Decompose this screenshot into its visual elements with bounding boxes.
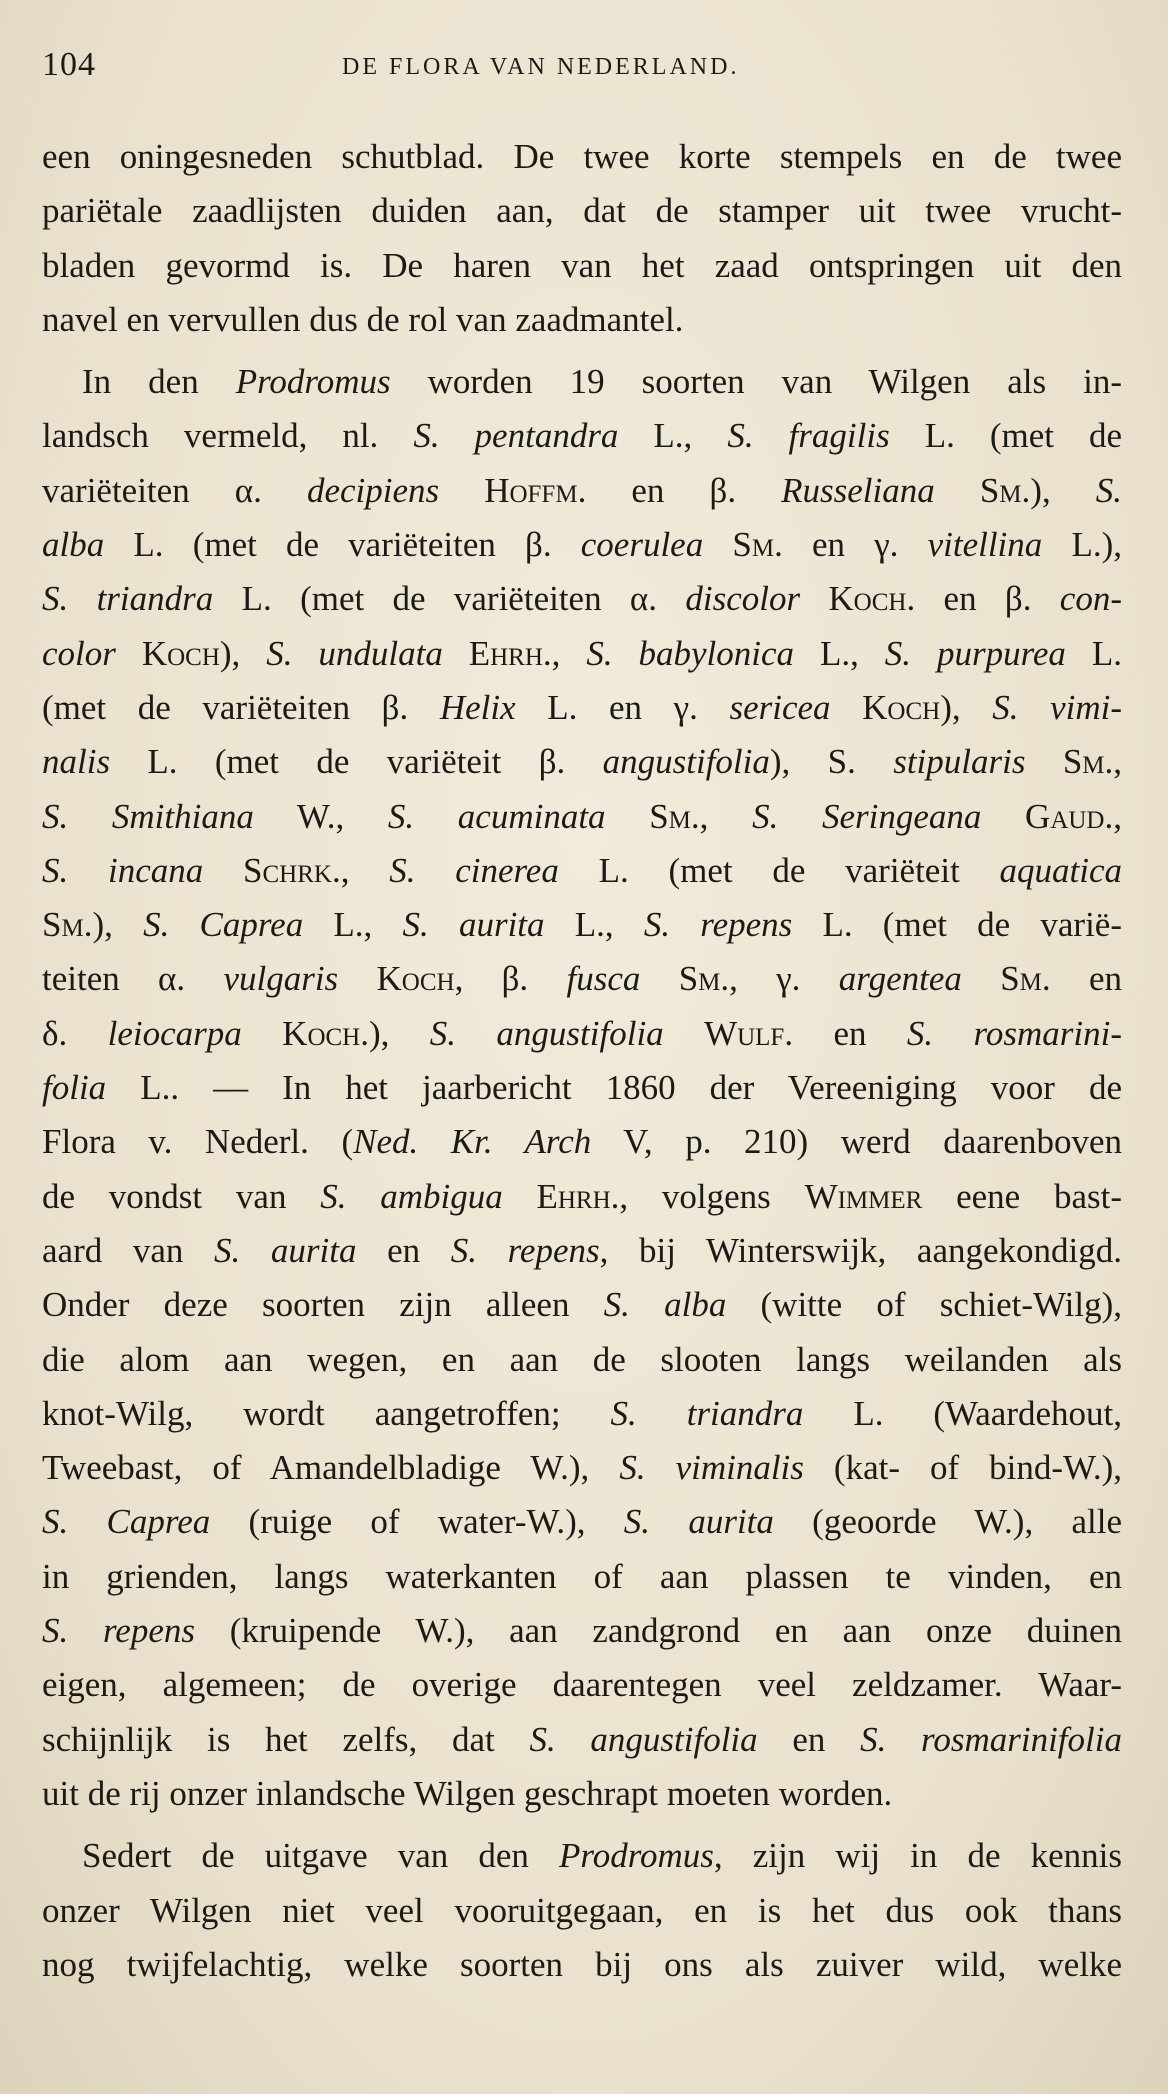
text-line [42, 518, 1122, 572]
small-caps-text: Schrk. [243, 850, 341, 890]
text-line [42, 1333, 1122, 1387]
small-caps-text: Wulf. [704, 1013, 794, 1053]
small-caps-text: Gaud. [1025, 796, 1114, 836]
italic-text: S. aurita [402, 905, 545, 945]
text-run: variëteiten α. [42, 470, 307, 510]
italic-text: Prodromus [235, 362, 391, 402]
text-run: en β. [586, 470, 782, 510]
text-run: L. (Waardehout, [803, 1393, 1122, 1433]
text-line [42, 790, 1122, 844]
italic-text: S. repens [42, 1611, 195, 1651]
text-line [42, 1061, 1122, 1115]
body-text [42, 130, 1122, 1992]
text-run: , [551, 633, 587, 673]
italic-text: S. aurita [623, 1502, 774, 1542]
text-run: L., [303, 905, 403, 945]
text-run [800, 579, 828, 618]
text-line [42, 1604, 1122, 1658]
text-run [606, 797, 650, 836]
text-run: In den [82, 362, 236, 402]
text-run: , β. [454, 959, 567, 999]
text-run: ), [219, 633, 267, 673]
text-line [42, 184, 1122, 238]
text-line [42, 464, 1122, 518]
text-run: Flora v. Nederl. ( [42, 1122, 354, 1162]
paragraph-gap [42, 1821, 1122, 1829]
text-line [42, 1007, 1122, 1061]
small-caps-text: Sm. [1062, 742, 1114, 782]
italic-text: folia [42, 1068, 107, 1108]
italic-text: S. incana [42, 850, 204, 890]
text-run: aard van [42, 1230, 214, 1270]
text-line [42, 1767, 1122, 1821]
italic-text: color [42, 633, 116, 673]
italic-text: coerulea [580, 525, 704, 565]
text-line [42, 293, 1122, 347]
small-caps-text: Sm. [732, 525, 783, 565]
italic-text: S. fragilis [727, 416, 890, 456]
text-run [203, 851, 243, 890]
text-run [962, 959, 1000, 998]
text-run: de vondst van [42, 1176, 321, 1216]
text-run: L.. — In het jaarbericht 1860 der Vereeniging voor de [106, 1068, 1122, 1108]
italic-text: S. acuminata [387, 796, 606, 836]
text-run: L. (met de [889, 416, 1122, 456]
text-run [242, 1014, 282, 1053]
text-run: δ. [42, 1013, 108, 1053]
text-run: L. (met de variëteit [558, 850, 1000, 890]
text-line [42, 1441, 1122, 1495]
text-run: L. (met de varië- [792, 905, 1122, 945]
text-run: knot-Wilg, wordt aangetroffen; [42, 1393, 611, 1433]
text-run [640, 959, 678, 998]
italic-text: Prodromus [559, 1836, 714, 1876]
text-run: in grienden, langs waterkanten of aan plassen te vinden, en [42, 1556, 1122, 1596]
paragraph-gap [42, 347, 1122, 355]
italic-text: S. Smithiana [42, 796, 254, 836]
italic-text: S. aurita [214, 1230, 357, 1270]
text-line [42, 735, 1122, 789]
italic-text: S. ambigua [320, 1176, 503, 1216]
text-line [42, 130, 1122, 184]
text-run [443, 634, 469, 673]
text-run: Sedert de uitgave van den [82, 1836, 559, 1876]
text-run: ), [1030, 470, 1096, 510]
text-line [42, 572, 1122, 626]
italic-text: S. babylonica [586, 633, 795, 673]
small-caps-text: Sm. [979, 470, 1031, 510]
text-run: een oningesneden schutblad. De twee korte stempels en de twee [42, 137, 1122, 176]
text-line [42, 1550, 1122, 1604]
italic-text: S. cinerea [389, 850, 559, 890]
page-header [42, 46, 1122, 86]
italic-text: vitellina [927, 525, 1043, 565]
italic-text: aquatica [999, 850, 1123, 890]
italic-text: S. Seringeana [752, 796, 982, 836]
text-run: L. (met de variëteit β. [110, 742, 603, 782]
text-run: (geoorde W.), alle [773, 1502, 1122, 1542]
italic-text: con- [1059, 579, 1122, 619]
text-run: L., [544, 905, 644, 945]
small-caps-text: Sm. [42, 905, 93, 945]
italic-text: S. viminalis [619, 1448, 804, 1488]
text-run: nog twijfelachtig, welke soorten bij ons als zuiver wild, welke [42, 1944, 1122, 1984]
text-run: en [793, 1013, 907, 1053]
text-run: (kruipende W.), aan zandgrond en aan onze duinen [195, 1611, 1122, 1651]
text-line [42, 1387, 1122, 1441]
italic-text: fusca [566, 959, 641, 999]
text-run [338, 959, 376, 998]
italic-text: S. vimi- [992, 687, 1123, 727]
text-run: en [1050, 959, 1122, 999]
italic-text: S. Caprea [143, 905, 304, 945]
italic-text: nalis [42, 742, 111, 782]
italic-text: S. undulata [266, 633, 443, 673]
text-line [42, 1658, 1122, 1712]
text-line [42, 844, 1122, 898]
text-run: Onder deze soorten zijn alleen [42, 1285, 604, 1325]
text-line [42, 898, 1122, 952]
small-caps-text: Ehrh. [468, 633, 552, 673]
text-run: (kat- of bind-W.), [803, 1448, 1122, 1488]
text-run: , volgens [619, 1176, 805, 1216]
italic-text: S. alba [603, 1285, 727, 1325]
italic-text: argentea [838, 959, 962, 999]
text-run: L. en γ. [515, 687, 730, 727]
text-run: (met de variëteiten β. [42, 687, 440, 727]
text-run: en [356, 1230, 451, 1270]
text-run: Tweebast, of Amandelbladige W.), [42, 1448, 620, 1488]
text-run: schijnlijk is het zelfs, dat [42, 1719, 530, 1759]
small-caps-text: Sm. [649, 796, 700, 836]
text-run: ), [368, 1013, 430, 1053]
text-run: W., [253, 796, 388, 836]
text-run: onzer Wilgen niet veel vooruitgegaan, en is het dus ook thans [42, 1890, 1122, 1930]
text-line [42, 409, 1122, 463]
text-line [42, 1938, 1122, 1992]
text-line [42, 239, 1122, 293]
text-run [831, 688, 863, 727]
italic-text: S. triandra [42, 579, 214, 619]
text-run [935, 471, 980, 510]
text-run: worden 19 soorten van Wilgen als in- [390, 362, 1122, 402]
text-run: landsch vermeld, nl. [42, 416, 414, 456]
small-caps-text: Hoffm. [484, 470, 587, 510]
text-run: eene bast- [922, 1176, 1122, 1216]
italic-text: S. triandra [610, 1393, 804, 1433]
text-line [42, 1829, 1122, 1883]
text-line [42, 1278, 1122, 1332]
text-run: L. (met de variëteiten β. [104, 525, 581, 565]
text-line [42, 952, 1122, 1006]
small-caps-text: Koch. [282, 1013, 369, 1053]
text-run: ), S. [769, 742, 894, 782]
italic-text: leiocarpa [107, 1013, 242, 1053]
text-run: , bij Winterswijk, aangekondigd. [599, 1230, 1122, 1270]
italic-text: S. repens [450, 1230, 600, 1270]
italic-text: S. rosmarinifolia [860, 1719, 1122, 1759]
text-run: , [1113, 742, 1123, 782]
text-run [503, 1177, 537, 1216]
text-run [1025, 742, 1062, 781]
text-run [439, 471, 484, 510]
italic-text: S. Caprea [42, 1502, 211, 1542]
text-run: uit de rij onzer inlandsche Wilgen geschrapt moeten worden. [42, 1773, 893, 1813]
text-run: L., [794, 633, 885, 673]
small-caps-text: Sm. [1000, 959, 1051, 999]
italic-text: Ned. Kr. Arch [353, 1122, 592, 1162]
text-line [42, 1115, 1122, 1169]
text-line [42, 681, 1122, 735]
italic-text: S. repens [643, 905, 793, 945]
italic-text: discolor [685, 579, 801, 619]
text-run: en γ. [782, 525, 928, 565]
text-run: L., [618, 416, 728, 456]
italic-text: vulgaris [223, 959, 339, 999]
small-caps-text: Koch [862, 687, 941, 727]
text-run: (witte of schiet-Wilg), [726, 1285, 1123, 1325]
italic-text: alba [42, 525, 105, 565]
italic-text: Russeliana [781, 470, 935, 510]
text-run: (ruige of water-W.), [210, 1502, 624, 1542]
italic-text: sericea [729, 687, 831, 727]
text-line [42, 355, 1122, 409]
text-line [42, 627, 1122, 681]
small-caps-text: Koch [376, 959, 455, 999]
text-run: , [1113, 796, 1122, 836]
small-caps-text: Ehrh. [536, 1176, 620, 1216]
text-run [703, 525, 732, 564]
text-line [42, 1884, 1122, 1938]
text-run: ), [940, 687, 993, 727]
text-run [664, 1014, 704, 1053]
italic-text: S. [1095, 470, 1123, 510]
text-run: eigen, algemeen; de overige daarentegen veel zeldzamer. Waar- [42, 1665, 1122, 1705]
text-line [42, 1224, 1122, 1278]
text-run [116, 634, 142, 673]
text-run: L.), [1042, 525, 1122, 565]
small-caps-text: Koch [141, 633, 220, 673]
text-run: die alom aan wegen, en aan de slooten langs weilanden als [42, 1339, 1122, 1379]
italic-text: S. purpurea [884, 633, 1066, 673]
text-run: L. (met de variëteiten α. [213, 579, 686, 619]
text-run: V, p. 210) werd daarenboven [591, 1122, 1123, 1162]
italic-text: S. pentandra [413, 416, 619, 456]
small-caps-text: Wimmer [804, 1176, 923, 1216]
italic-text: S. angustifolia [429, 1013, 664, 1053]
text-run: L. [1065, 633, 1122, 673]
text-run: pariëtale zaadlijsten duiden aan, dat de stamper uit twee vrucht- [42, 191, 1122, 231]
text-run: , γ. [729, 959, 839, 999]
italic-text: stipularis [893, 742, 1026, 782]
text-line [42, 1170, 1122, 1224]
text-run: navel en vervullen dus de rol van zaadmantel. [42, 299, 684, 339]
text-run: , zijn wij in de kennis [713, 1836, 1122, 1876]
text-run: ), [92, 905, 144, 945]
italic-text: decipiens [306, 470, 440, 510]
small-caps-text: Sm. [678, 959, 730, 999]
text-run [981, 797, 1025, 836]
text-line [42, 1713, 1122, 1767]
italic-text: Helix [439, 687, 516, 727]
text-run: bladen gevormd is. De haren van het zaad ontspringen uit den [42, 245, 1122, 285]
page-number: 104 [42, 46, 96, 83]
running-head: DE FLORA VAN NEDERLAND. [342, 54, 740, 80]
italic-text: angustifolia [602, 742, 770, 782]
text-line [42, 1495, 1122, 1549]
text-run: en [757, 1719, 861, 1759]
text-run: en β. [915, 579, 1060, 619]
italic-text: S. angustifolia [529, 1719, 758, 1759]
italic-text: S. rosmarini- [906, 1013, 1122, 1053]
text-run: , [340, 850, 390, 890]
small-caps-text: Koch. [828, 579, 916, 619]
text-run: , [699, 796, 753, 836]
text-run: teiten α. [42, 959, 224, 999]
